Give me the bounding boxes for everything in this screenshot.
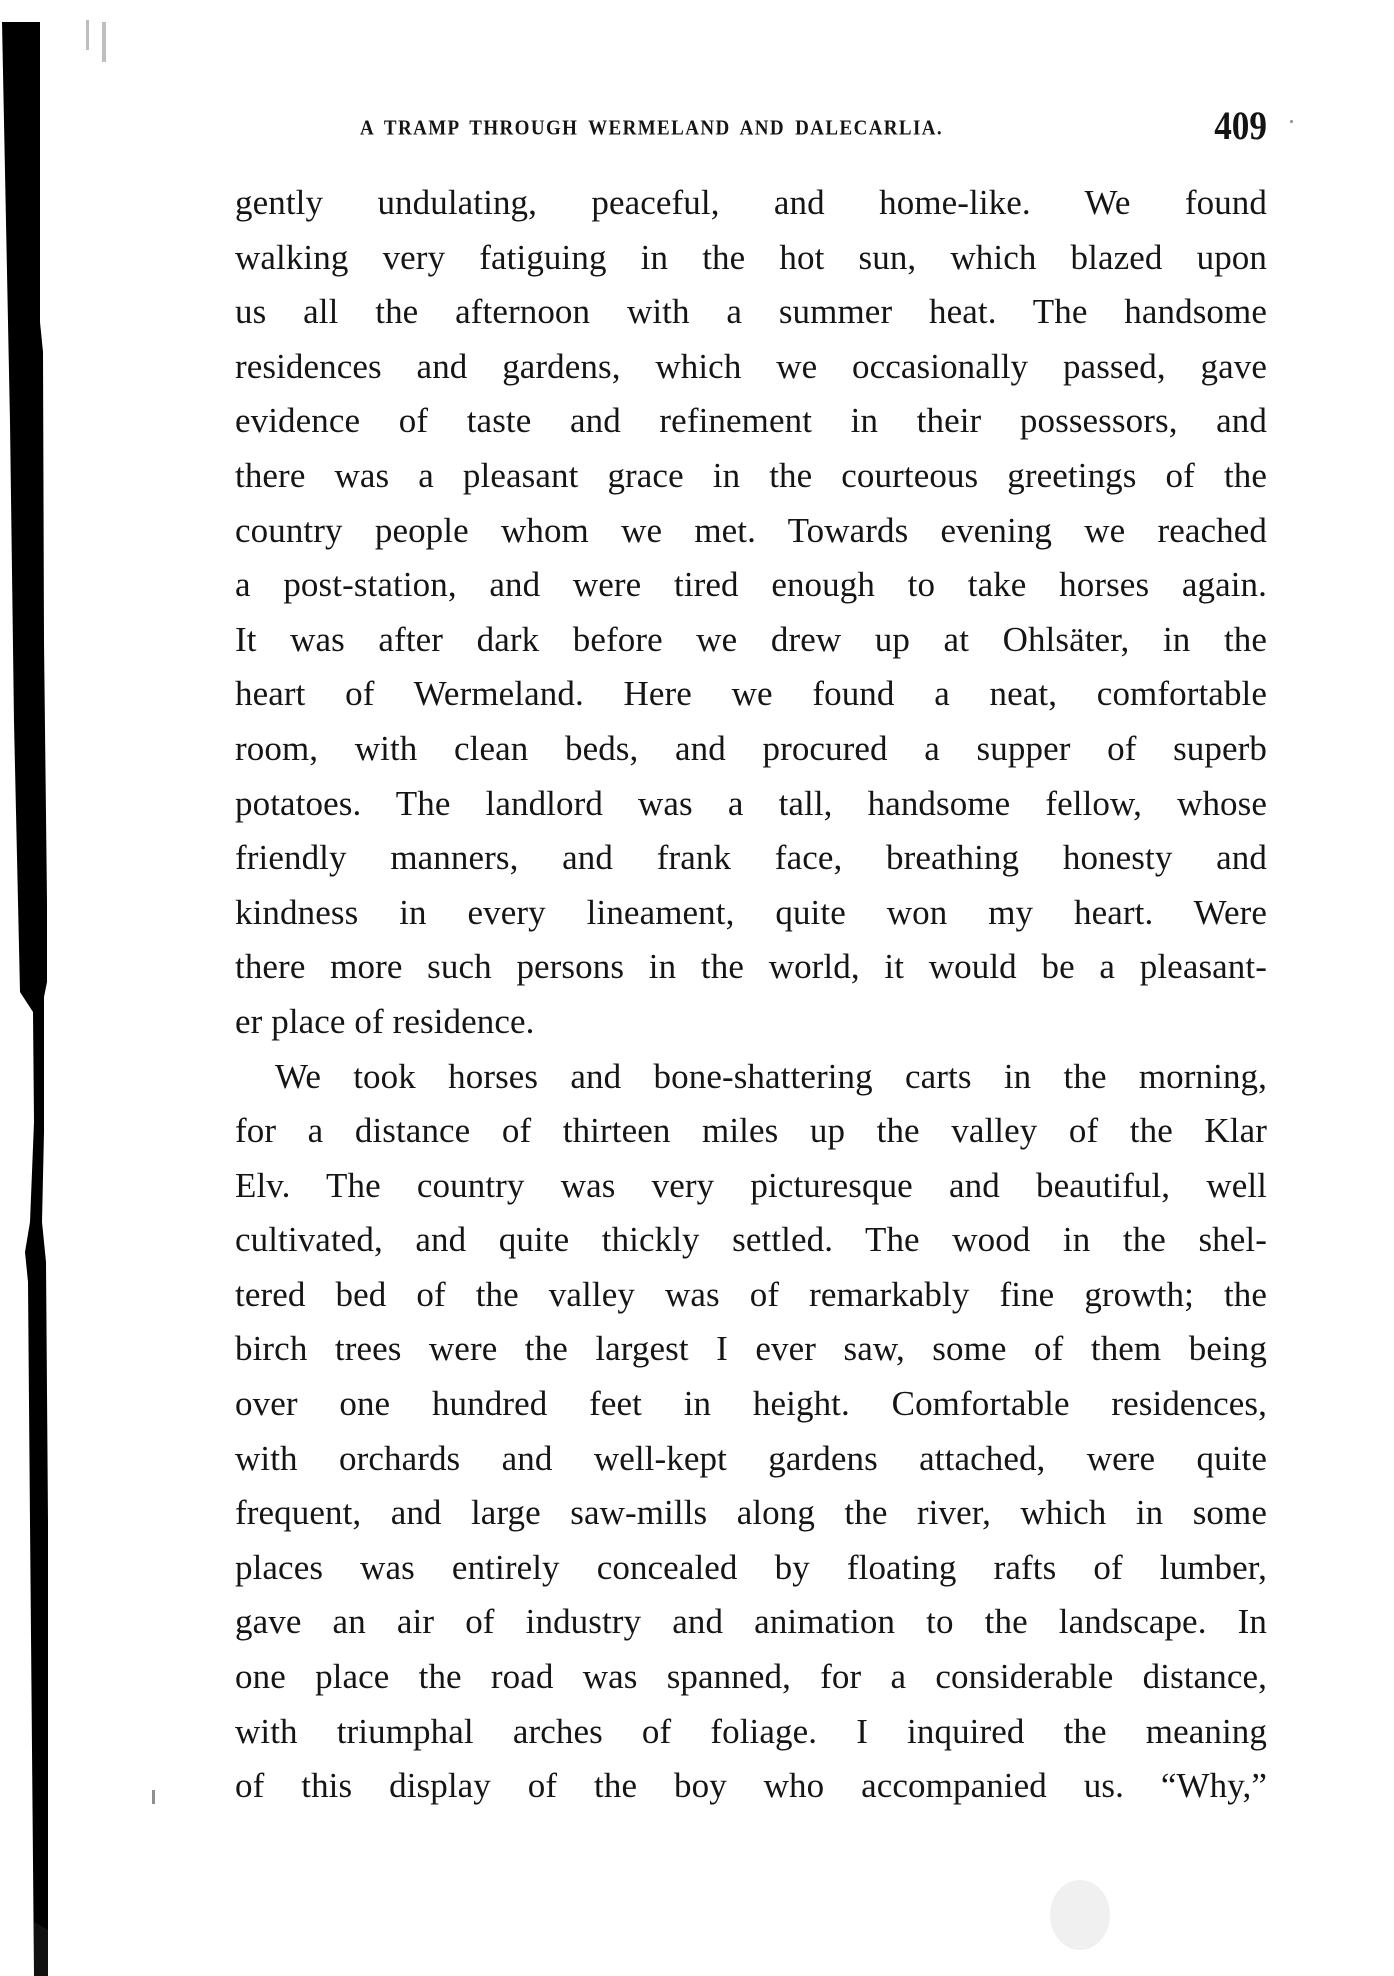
text-line: friendly manners, and frank face, breathing honesty and — [235, 838, 1267, 878]
text-line: us all the afternoon with a summer heat. The handsome — [235, 292, 1267, 332]
text-line: there more such persons in the world, it would be a pleasant- — [235, 947, 1267, 987]
scan-noise — [86, 20, 89, 50]
paragraph — [235, 176, 1267, 1050]
text-line: kindness in every lineament, quite won my heart. Were — [235, 892, 1267, 932]
text-line: with triumphal arches of foliage. I inquired the meaning — [235, 1711, 1267, 1751]
text-line: with orchards and well-kept gardens attached, were quite — [235, 1438, 1267, 1478]
paragraph — [235, 1050, 1267, 1814]
text-line: potatoes. The landlord was a tall, handsome fellow, whose — [235, 783, 1267, 823]
running-head — [235, 103, 1267, 154]
text-line: It was after dark before we drew up at Ohlsäter, in the — [235, 619, 1267, 659]
text-line: walking very fatiguing in the hot sun, which blazed upon — [235, 237, 1267, 277]
scan-noise — [1290, 120, 1293, 123]
text-line: evidence of taste and refinement in their possessors, and — [235, 401, 1267, 441]
text-line: residences and gardens, which we occasionally passed, gave — [235, 346, 1267, 386]
scan-noise — [152, 1790, 155, 1804]
scan-noise — [1050, 1880, 1110, 1950]
page-number: 409 — [1214, 103, 1267, 148]
text-line: for a distance of thirteen miles up the valley of the Klar — [235, 1111, 1267, 1151]
text-line: one place the road was spanned, for a considerable distance, — [235, 1657, 1267, 1697]
text-line: heart of Wermeland. Here we found a neat, comfortable — [235, 674, 1267, 714]
text-line: birch trees were the largest I ever saw, some of them being — [235, 1329, 1267, 1369]
text-line: er place of residence. — [235, 1001, 535, 1041]
text-line: cultivated, and quite thickly settled. The wood in the shel- — [235, 1220, 1267, 1260]
text-line: country people whom we met. Towards evening we reached — [235, 510, 1267, 550]
text-line: tered bed of the valley was of remarkably fine growth; the — [235, 1274, 1267, 1314]
body-text — [235, 176, 1267, 1814]
text-line: frequent, and large saw-mills along the river, which in some — [235, 1493, 1267, 1533]
scan-noise — [102, 22, 106, 62]
text-line: a post-station, and were tired enough to take horses again. — [235, 565, 1267, 605]
text-line: We took horses and bone-shattering carts in the morning, — [275, 1056, 1267, 1096]
scan-binding-edge — [0, 22, 48, 1976]
text-line: room, with clean beds, and procured a supper of superb — [235, 728, 1267, 768]
text-line: gave an air of industry and animation to the landscape. In — [235, 1602, 1267, 1642]
running-title: A TRAMP THROUGH WERMELAND AND DALECARLIA. — [360, 116, 944, 140]
text-line: Elv. The country was very picturesque and beautiful, well — [235, 1165, 1267, 1205]
text-line: of this display of the boy who accompanied us. “Why,” — [235, 1766, 1267, 1806]
text-line: places was entirely concealed by floating rafts of lumber, — [235, 1547, 1267, 1587]
text-line: gently undulating, peaceful, and home-like. We found — [235, 183, 1267, 222]
text-line: over one hundred feet in height. Comfortable residences, — [235, 1384, 1267, 1424]
text-line: there was a pleasant grace in the courteous greetings of the — [235, 455, 1267, 495]
